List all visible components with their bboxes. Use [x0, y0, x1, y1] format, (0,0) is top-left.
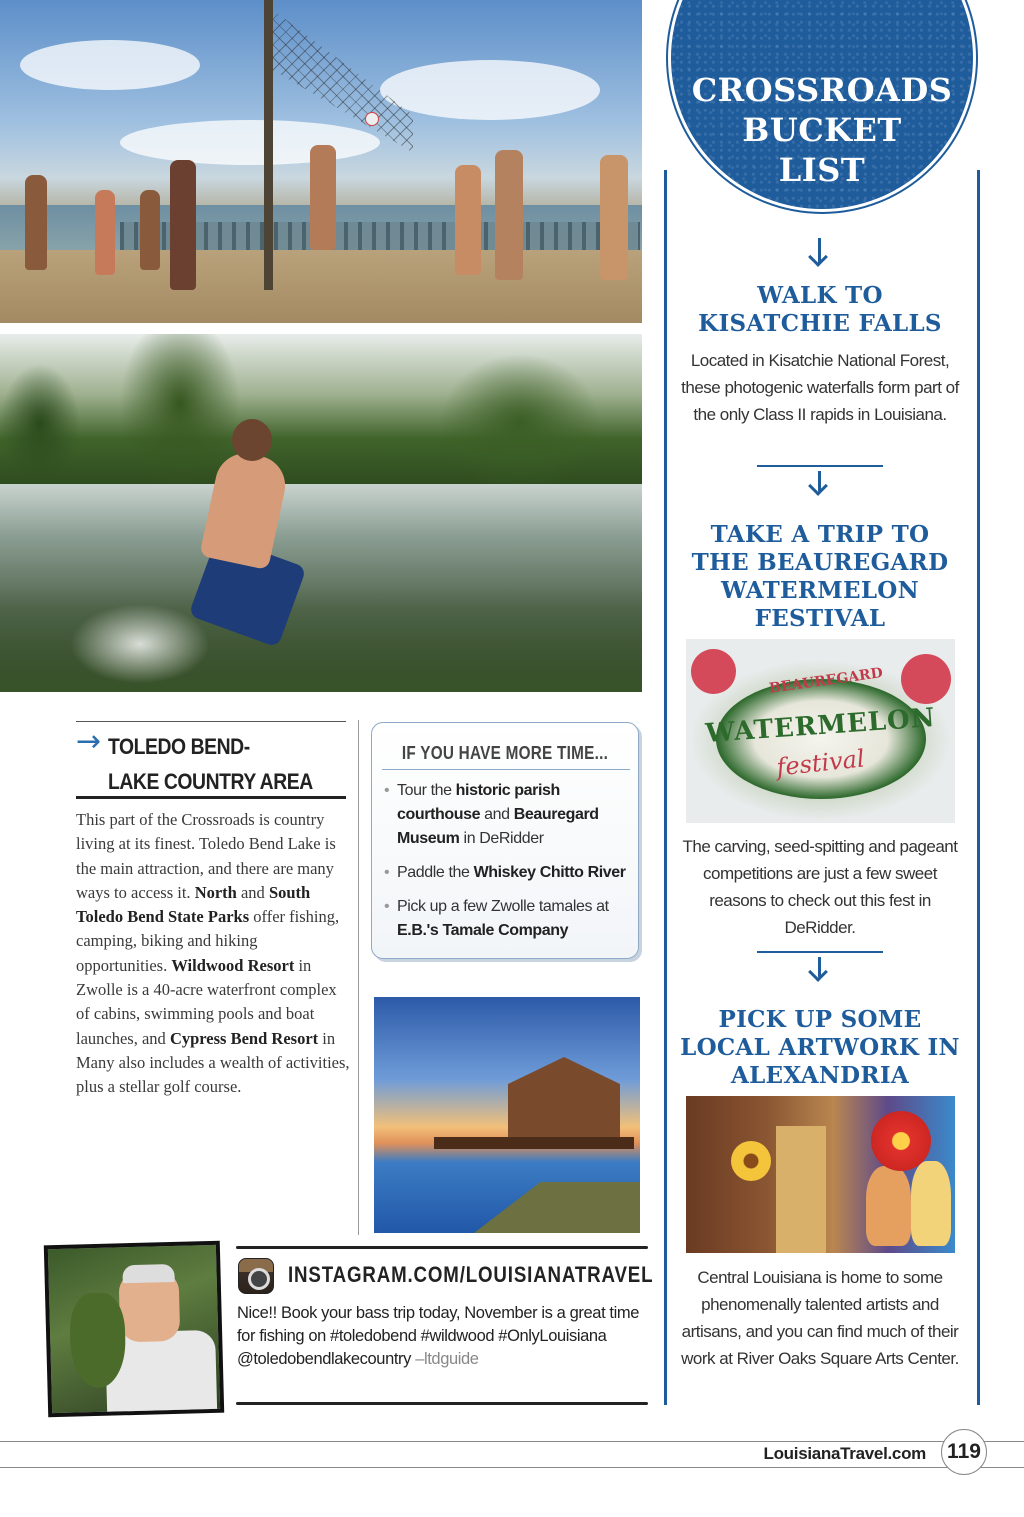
more-time-list — [384, 779, 630, 953]
pavilion — [494, 1057, 634, 1147]
footer-rule — [0, 1467, 1024, 1468]
bucket-step-text: Central Louisiana is home to some phenomenally talented artists and artisans, and you can find much of their work at River Oaks Square Arts Center. — [681, 1268, 959, 1368]
bucket-step-text: Located in Kisatchie National Forest, these photogenic waterfalls form part of the only Class II rapids in Louisiana. — [681, 351, 959, 424]
toledo-body-highlight: South Toledo Bend State Parks — [76, 882, 311, 927]
more-time-title-rule — [382, 769, 630, 770]
more-time-item — [384, 861, 630, 885]
toledo-body-text — [76, 808, 351, 1100]
player — [600, 155, 628, 280]
bucket-title-line: LIST — [778, 151, 866, 189]
footer-rule — [0, 1441, 1024, 1442]
toledo-body-highlight: Cypress Bend Resort — [169, 1028, 319, 1048]
more-time-title: IF YOU HAVE MORE TIME... — [401, 743, 609, 763]
instagram-caption — [237, 1302, 649, 1371]
fence — [120, 222, 640, 252]
instagram-handle[interactable]: INSTAGRAM.COM/LOUISIANATRAVEL — [288, 1262, 654, 1287]
cloud — [20, 40, 200, 90]
water-splash — [70, 604, 210, 684]
player — [310, 145, 336, 250]
red-flower-painting — [871, 1111, 931, 1171]
player — [170, 160, 196, 290]
toledo-body-highlight: North — [194, 882, 237, 902]
beach-volleyball-photo — [0, 0, 642, 323]
fisherman-with-bass-photo — [44, 1241, 224, 1418]
face-painting — [911, 1161, 951, 1246]
boy-running-into-lake-photo — [0, 334, 642, 692]
section-rule-top — [76, 721, 346, 722]
arrow-down-icon — [808, 238, 832, 268]
arrow-right-icon: → — [76, 724, 102, 759]
more-time-text: in DeRidder — [459, 830, 544, 847]
bucket-step-text: The carving, seed-spitting and pageant competitions are just a few sweet reasons to check out this fest in DeRidder. — [682, 837, 958, 937]
toledo-body-span: and — [236, 882, 269, 902]
bucket-title-line: CROSSROADS — [691, 71, 953, 109]
bucket-border-right — [977, 170, 980, 1405]
carved-watermelon-photo — [686, 639, 955, 823]
net-pole — [264, 0, 273, 290]
arrow-down-icon — [808, 957, 832, 981]
cloud — [380, 60, 600, 120]
toledo-heading-line2: LAKE COUNTRY AREA — [108, 769, 313, 794]
more-time-text: Paddle the — [397, 864, 474, 881]
toledo-section-heading — [108, 729, 319, 799]
step-divider — [757, 465, 883, 467]
toledo-body-span: in Zwolle is a 40-acre waterfront complex of cabins, swimming pools and boat launches, and — [76, 955, 337, 1048]
bucket-step-heading: WALK TO KISATCHIE FALLS — [698, 282, 942, 337]
instagram-rule-top — [236, 1246, 648, 1249]
instagram-credit: –ltdguide — [415, 1350, 479, 1368]
shoreline — [474, 1182, 640, 1233]
player — [455, 165, 481, 275]
fisherman-cap — [122, 1264, 174, 1283]
more-time-highlight: historic parish courthouse — [397, 782, 560, 823]
instagram-rule-bottom — [236, 1402, 648, 1405]
toledo-body-highlight: Wildwood Resort — [171, 955, 295, 975]
instagram-caption-text: Nice!! Book your bass trip today, November is a great time for fishing on #toledobend #wildwood #OnlyLouisiana @toledobendlakecountry — [237, 1304, 640, 1368]
more-time-item — [384, 779, 630, 851]
more-time-highlight: E.B.'s Tamale Company — [397, 922, 569, 939]
forest-treeline — [0, 334, 642, 484]
watermelon-carving-word: WATERMELON — [704, 703, 937, 749]
more-time-highlight: Beauregard Museum — [397, 806, 599, 847]
more-time-sidebar — [371, 722, 639, 959]
bucket-step-heading: PICK UP SOME LOCAL ARTWORK IN ALEXANDRIA — [680, 1006, 960, 1089]
section-rule-bottom — [76, 796, 346, 799]
bucket-border-left — [664, 170, 667, 1405]
column-divider — [358, 720, 359, 1235]
player — [140, 190, 160, 270]
face-painting — [866, 1166, 911, 1246]
art-gallery-interior-photo — [686, 1096, 955, 1253]
bucket-list-title — [668, 70, 976, 190]
bucket-step-heading: TAKE A TRIP TO THE BEAUREGARD WATERMELON FESTIVAL — [691, 521, 949, 632]
gallery-doorway — [776, 1126, 826, 1253]
boy-head — [232, 419, 272, 461]
cloud — [120, 120, 380, 165]
bucket-title-line: BUCKET — [742, 111, 902, 149]
toledo-body-span: in Many also includes a wealth of activities, plus a stellar golf course. — [76, 1028, 350, 1097]
player — [25, 175, 47, 270]
more-time-text: Pick up a few Zwolle tamales at — [397, 898, 609, 915]
toledo-heading-line1: TOLEDO BEND- — [108, 734, 250, 759]
more-time-text: and — [480, 806, 514, 823]
page-number: 119 — [941, 1429, 987, 1475]
player — [495, 150, 523, 280]
more-time-text: Tour the — [397, 782, 456, 799]
watermelon-carving-festival: festival — [775, 744, 866, 782]
sunflower-painting — [731, 1141, 771, 1181]
more-time-item — [384, 895, 630, 943]
pier — [434, 1137, 634, 1149]
watermelon-carving-beauregard: BEAUREGARD — [768, 665, 884, 697]
arrow-down-icon — [808, 471, 832, 495]
toledo-body-span: offer fishing, camping, biking and hiking opportunities. — [76, 907, 340, 975]
lakeside-pavilion-photo — [374, 997, 640, 1233]
step-divider — [757, 951, 883, 953]
toledo-body-span: This part of the Crossroads is country living at its finest. Toledo Bend Lake is the main attraction, and there are many ways to access it. — [76, 810, 336, 902]
volleyball-ball — [365, 112, 379, 126]
camera-icon — [238, 1258, 274, 1294]
footer-website[interactable]: LouisianaTravel.com — [754, 1443, 932, 1465]
more-time-highlight: Whiskey Chitto River — [473, 864, 626, 881]
player — [95, 190, 115, 275]
